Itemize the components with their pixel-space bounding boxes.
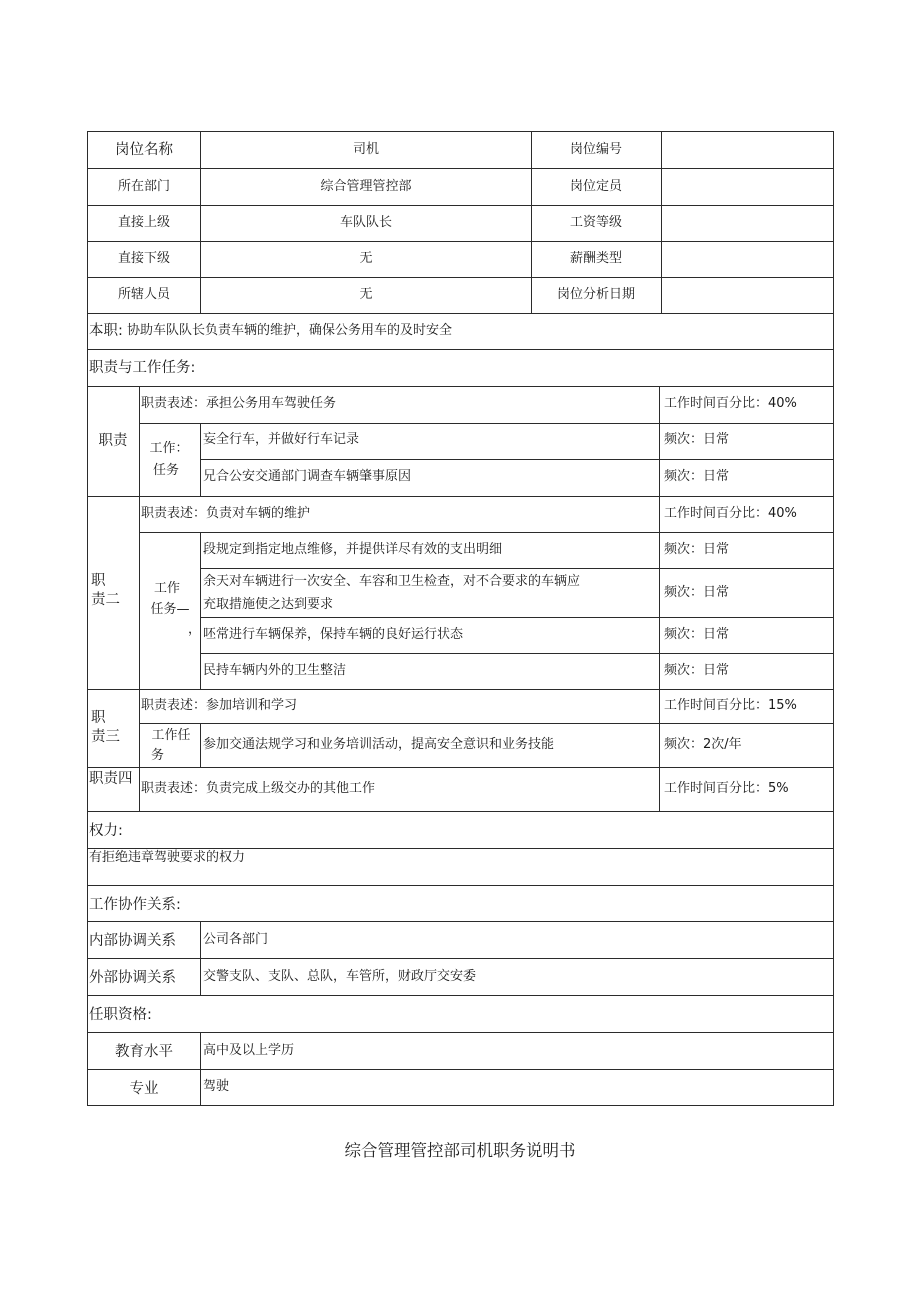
duty2-task-4: 民持车辆内外的卫生整洁 — [203, 663, 347, 678]
pay-type-label: 薪酬类型 — [569, 251, 623, 266]
major-label: 专业 — [129, 1081, 159, 1097]
internal-relations-value: 公司各部门 — [203, 932, 269, 947]
row-line — [139, 532, 834, 533]
col-line — [659, 386, 660, 812]
row-line — [87, 848, 834, 849]
row-line — [87, 689, 834, 690]
duty4-desc: 职责表述：负责完成上级交办的其他工作 — [141, 781, 376, 796]
duty2-task-1: 段规定到指定地点维修，并提供详尽有效的支出明细 — [203, 542, 503, 557]
duty1-task-2-freq: 频次：日常 — [664, 469, 730, 484]
authority-label: 权力: — [89, 823, 123, 839]
duty2-task-2: 余天对车辆进行一次安全、车容和卫生检查，对不合要求的车辆应 — [203, 574, 581, 589]
duty2-label: 职 — [91, 573, 106, 589]
duty2-task-2-freq: 频次：日常 — [664, 585, 730, 600]
duty2-desc: 职责表述：负责对车辆的维护 — [141, 506, 311, 521]
duty2-task-3: 呸常进行车辆保养，保持车辆的良好运行状态 — [203, 627, 464, 642]
department-label: 所在部门 — [117, 179, 171, 194]
duty2-task-3-freq: 频次：日常 — [664, 627, 730, 642]
col-line — [200, 1032, 201, 1106]
education-label: 教育水平 — [115, 1044, 173, 1060]
duty3-desc: 职责表述：参加培训和学习 — [141, 698, 298, 713]
row-line — [200, 653, 834, 654]
duty3-task-label: 工作任 — [151, 728, 191, 743]
internal-relations-label: 内部协调关系 — [89, 933, 176, 949]
row-line — [200, 617, 834, 618]
table-border-right — [833, 131, 834, 1106]
row-line — [87, 496, 834, 497]
row-line — [200, 568, 834, 569]
duty2-task-2-cont: 充取措施使之达到要求 — [203, 597, 334, 612]
col-line — [139, 386, 140, 812]
relations-title: 工作协作关系: — [89, 897, 181, 913]
external-relations-label: 外部协调关系 — [89, 970, 176, 986]
col-line — [661, 131, 662, 313]
analysis-date-label: 岗位分析日期 — [556, 287, 636, 302]
table-border-left — [87, 131, 88, 1106]
duty4-label: 职责四 — [89, 771, 133, 787]
row-line — [139, 723, 834, 724]
duty2-task-label-3: ， — [188, 622, 202, 637]
duty1-task-2: 兄合公安交通部门调查车辆肇事原因 — [203, 469, 412, 484]
duty1-task-1: 妄全行车，并做好行车记录 — [203, 432, 360, 447]
main-role-text: 协助车队队长负责车辆的维护，确保公务用车的及时安全 — [127, 323, 453, 338]
duty3-label: 职 — [91, 710, 106, 726]
position-name-value: 司机 — [352, 142, 380, 157]
duty2-task-label: 工作 — [153, 581, 181, 596]
duty3-task-freq: 频次：2次/年 — [664, 737, 742, 752]
duty1-task-label: 工作： — [149, 441, 189, 456]
col-line — [200, 131, 201, 313]
duty1-task-label-2: 任务 — [152, 463, 180, 478]
row-line — [200, 459, 834, 460]
main-role-label: 本职: — [89, 323, 123, 339]
staff-label: 所辖人员 — [117, 287, 171, 302]
row-line — [87, 313, 834, 314]
direct-subordinate-label: 直接下级 — [117, 251, 171, 266]
row-line — [87, 811, 834, 812]
duty2-task-label-2: 任务— — [150, 602, 190, 617]
direct-subordinate-value: 无 — [359, 251, 373, 266]
row-line — [139, 423, 834, 424]
position-code-label: 岗位编号 — [569, 142, 623, 157]
duty1-percent: 工作时间百分比：40% — [664, 396, 797, 411]
duty3-label-2: 责三 — [91, 729, 120, 745]
duty3-task-label-2: 务 — [151, 748, 165, 763]
direct-superior-value: 车队队长 — [339, 215, 393, 230]
authority-text: 有拒绝违章驾驶要求的权力 — [89, 850, 246, 865]
col-line — [200, 532, 201, 689]
duty2-task-1-freq: 频次：日常 — [664, 542, 730, 557]
direct-superior-label: 直接上级 — [117, 215, 171, 230]
duty1-label: 职责 — [98, 433, 128, 449]
row-line — [87, 767, 834, 768]
duty3-percent: 工作时间百分比：15% — [664, 698, 797, 713]
row-line — [87, 995, 834, 996]
position-name-label: 岗位名称 — [115, 142, 173, 158]
department-value: 综合管理管控部 — [320, 179, 412, 194]
col-line — [200, 921, 201, 995]
job-description-table — [87, 131, 834, 1106]
duty3-task: 参加交通法规学习和业务培训活动，提高安全意识和业务技能 — [203, 737, 555, 752]
duty2-task-4-freq: 频次：日常 — [664, 663, 730, 678]
duty1-task-1-freq: 频次：日常 — [664, 432, 730, 447]
duty4-percent: 工作时间百分比：5% — [664, 781, 789, 796]
major-value: 驾驶 — [203, 1079, 230, 1094]
duty2-percent: 工作时间百分比：40% — [664, 506, 797, 521]
duty1-desc: 职责表述：承担公务用车驾驶任务 — [141, 396, 337, 411]
salary-grade-label: 工资等级 — [569, 215, 623, 230]
staff-value: 无 — [359, 287, 373, 302]
col-line — [531, 131, 532, 313]
col-line — [200, 723, 201, 767]
external-relations-value: 交警支队、支队、总队，车管所，财政厅交安委 — [203, 969, 477, 984]
education-value: 高中及以上学历 — [203, 1043, 295, 1058]
duty2-label-2: 责二 — [91, 592, 120, 608]
document-caption: 综合管理管控部司机职务说明书 — [344, 1141, 576, 1160]
row-line — [87, 885, 834, 886]
qualifications-title: 任职资格: — [89, 1007, 152, 1023]
headcount-label: 岗位定员 — [569, 179, 623, 194]
row-line — [87, 386, 834, 387]
row-line — [87, 349, 834, 350]
duties-title: 职责与工作任务: — [89, 360, 196, 376]
col-line — [200, 423, 201, 496]
